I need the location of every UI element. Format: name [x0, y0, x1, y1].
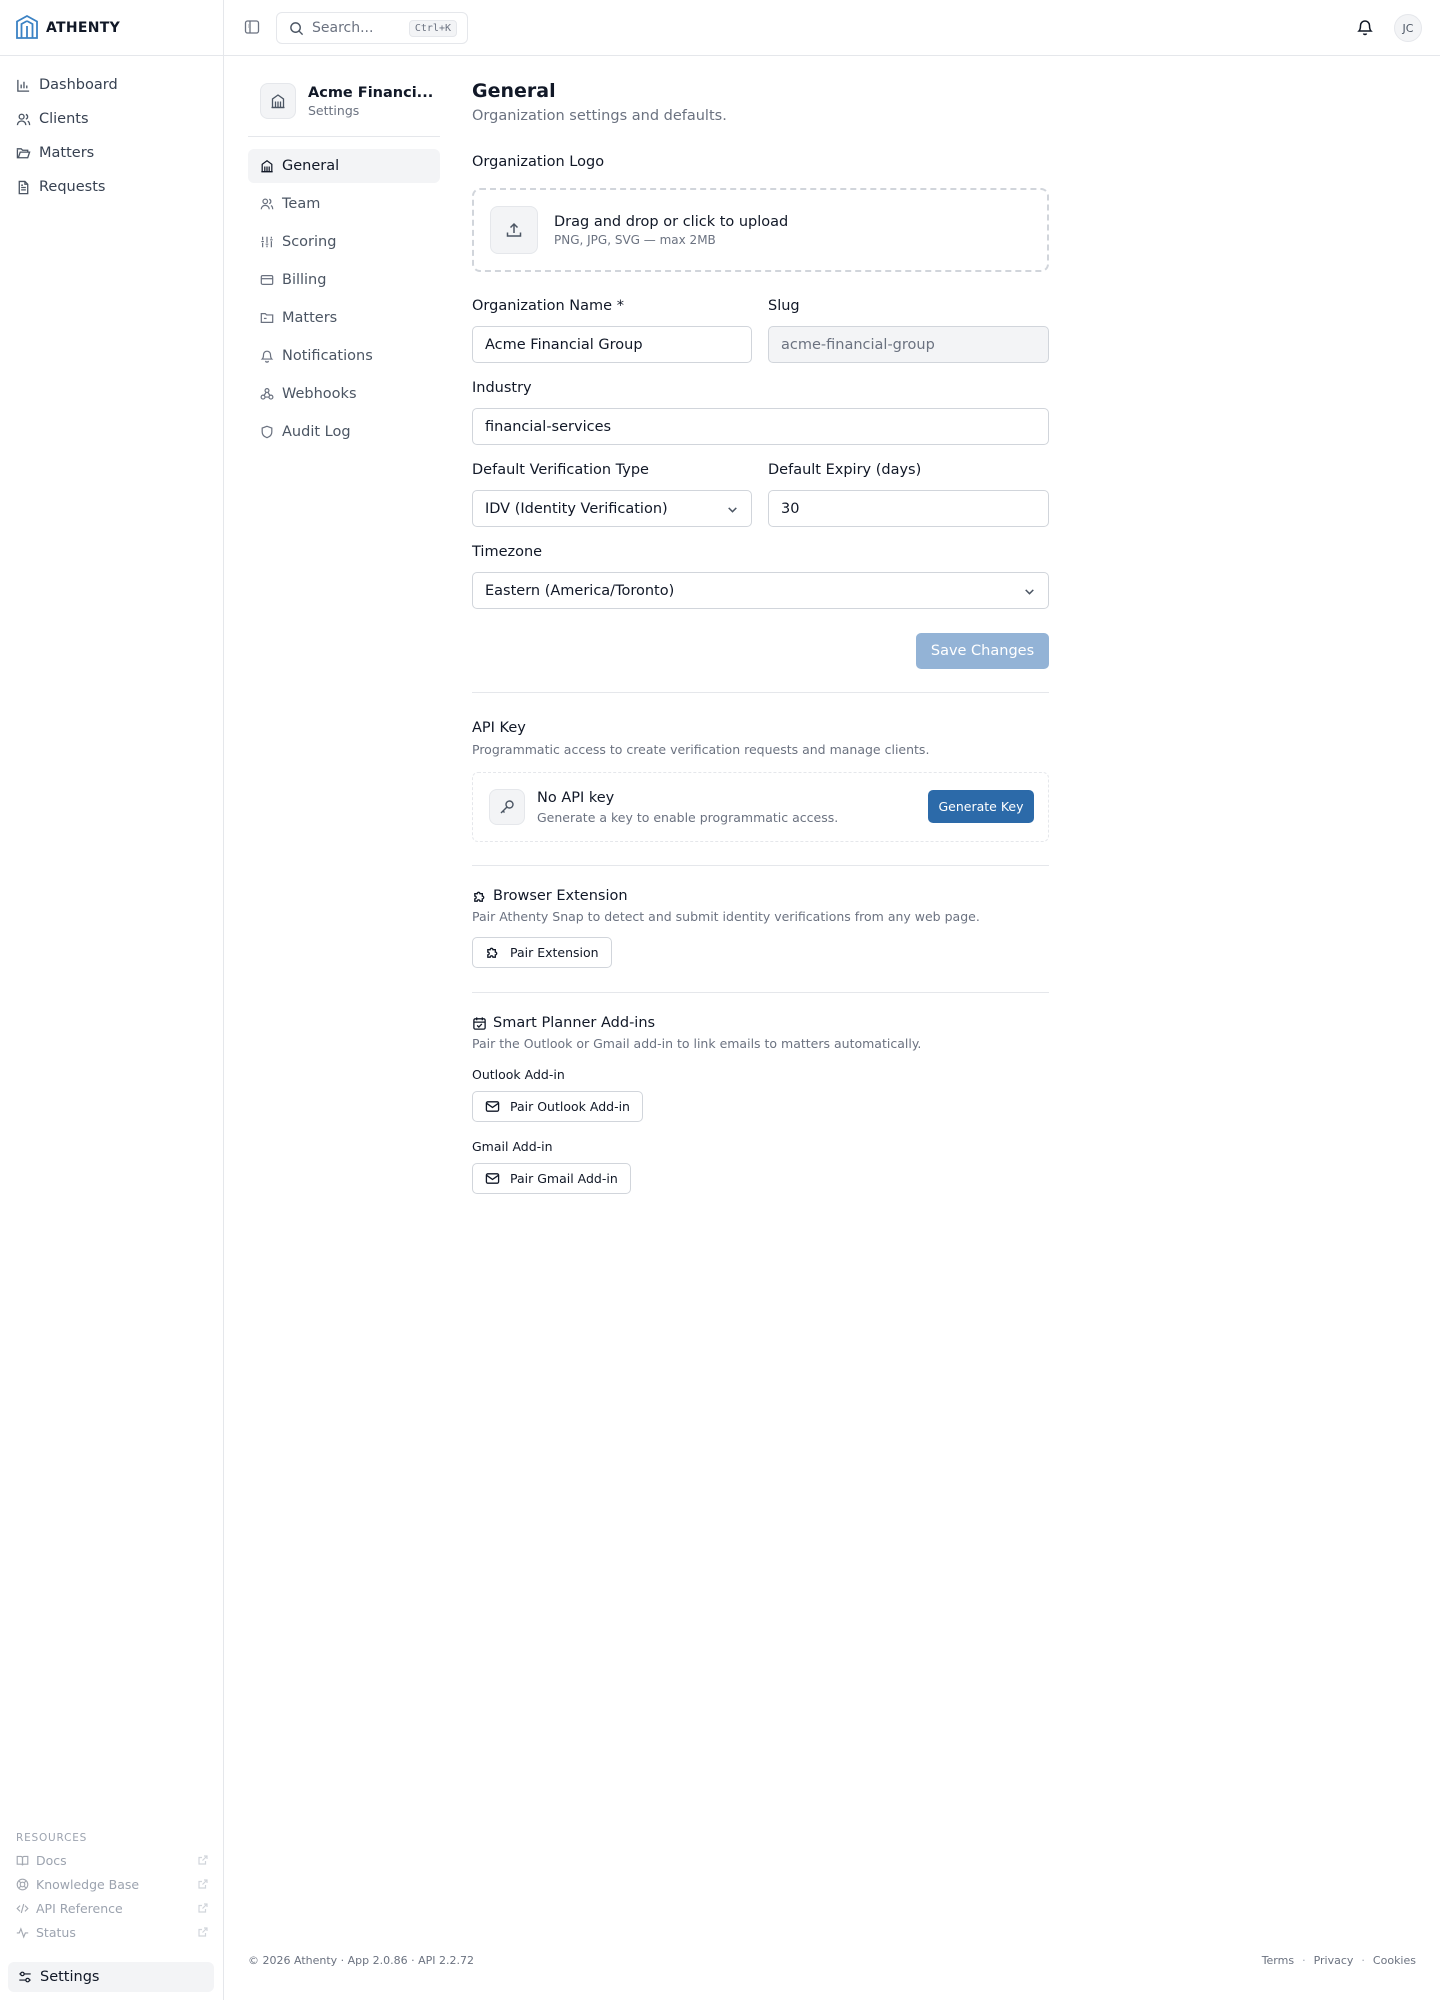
- subnav-label: Scoring: [282, 234, 337, 250]
- nav-item-label: Requests: [39, 179, 106, 195]
- org-subtitle: Settings: [308, 102, 360, 118]
- search-placeholder: Search...: [312, 20, 374, 36]
- nav-item-matters[interactable]: [0, 136, 223, 170]
- subnav-label: Billing: [282, 272, 327, 288]
- sidebar: [0, 0, 224, 2000]
- divider: [472, 865, 1049, 866]
- org-name-label: Organization Name *: [472, 298, 624, 314]
- api-key-description: Programmatic access to create verification requests and manage clients.: [472, 742, 930, 757]
- external-link-icon: [198, 1879, 208, 1889]
- smart-planner-description: Pair the Outlook or Gmail add-in to link emails to matters automatically.: [472, 1036, 922, 1051]
- smart-planner-title-text: Smart Planner Add-ins: [493, 1015, 656, 1031]
- subnav-audit-log[interactable]: [248, 415, 440, 449]
- api-key-empty-title: No API key: [537, 790, 615, 806]
- settings-general-panel: [472, 80, 1049, 1186]
- mail-icon: [485, 1171, 500, 1186]
- sidebar-toggle-icon[interactable]: [244, 19, 260, 35]
- mail-icon: [485, 1099, 500, 1114]
- footer-copyright: © 2026 Athenty · App 2.0.86 · API 2.2.72: [248, 1954, 475, 1967]
- search-icon: [289, 21, 304, 36]
- footer-link-cookies[interactable]: Cookies: [1372, 1954, 1416, 1967]
- org-header: [248, 76, 440, 126]
- resources-section: [0, 1828, 224, 1944]
- search-shortcut: Ctrl+K: [409, 20, 457, 37]
- logo-label: Organization Logo: [472, 154, 605, 170]
- divider: [472, 992, 1049, 993]
- timezone-select[interactable]: [472, 572, 1049, 609]
- lifebuoy-icon: [16, 1878, 29, 1891]
- chevron-down-icon: [1023, 585, 1036, 598]
- users-icon: [260, 197, 274, 211]
- subnav-billing[interactable]: [248, 263, 440, 297]
- resource-docs[interactable]: [0, 1848, 224, 1872]
- pair-gmail-button[interactable]: [472, 1163, 631, 1194]
- page-description: Organization settings and defaults.: [472, 108, 727, 124]
- user-avatar[interactable]: JC: [1394, 14, 1422, 42]
- calendar-check-icon: [472, 1016, 487, 1031]
- resource-label: Docs: [36, 1852, 67, 1868]
- shield-icon: [260, 425, 274, 439]
- browser-extension-title-text: Browser Extension: [493, 888, 628, 904]
- nav-item-label: Matters: [39, 145, 95, 161]
- upload-hint: PNG, JPG, SVG — max 2MB: [554, 232, 716, 247]
- timezone-value: Eastern (America/Toronto): [485, 582, 675, 599]
- api-key-card: [472, 772, 1049, 842]
- upload-title: Drag and drop or click to upload: [554, 213, 789, 230]
- code-icon: [16, 1902, 29, 1915]
- subnav-matters[interactable]: [248, 301, 440, 335]
- verification-type-label: Default Verification Type: [472, 462, 649, 478]
- resource-knowledge-base[interactable]: [0, 1872, 224, 1896]
- api-key-empty-subtitle: Generate a key to enable programmatic access.: [537, 810, 839, 825]
- bell-icon[interactable]: [1356, 18, 1374, 36]
- folder-icon: [260, 311, 274, 325]
- settings-sliders-icon: [18, 1970, 32, 1984]
- verification-type-select[interactable]: [472, 490, 752, 527]
- footer-link-privacy[interactable]: Privacy: [1313, 1954, 1354, 1967]
- activity-icon: [16, 1926, 29, 1939]
- pair-extension-label: Pair Extension: [510, 945, 599, 960]
- subnav-webhooks[interactable]: [248, 377, 440, 411]
- subnav-label: General: [282, 158, 340, 174]
- credit-card-icon: [260, 273, 274, 287]
- nav-item-clients[interactable]: [0, 102, 223, 136]
- key-icon: [489, 789, 525, 825]
- settings-label: Settings: [40, 1969, 100, 1985]
- external-link-icon: [198, 1855, 208, 1865]
- subnav-general[interactable]: [248, 149, 440, 183]
- api-key-title: [472, 720, 526, 736]
- subnav-notifications[interactable]: [248, 339, 440, 373]
- pair-outlook-label: Pair Outlook Add-in: [510, 1099, 630, 1114]
- settings-subnav: [248, 76, 440, 453]
- timezone-label: Timezone: [472, 544, 543, 560]
- footer-link-terms[interactable]: Terms: [1261, 1954, 1295, 1967]
- expiry-label: Default Expiry (days): [768, 462, 922, 478]
- expiry-input[interactable]: 30: [768, 490, 1049, 527]
- brand-name: ATHENTY: [46, 19, 121, 36]
- subnav-team[interactable]: [248, 187, 440, 221]
- footer-links: [1262, 1954, 1416, 1967]
- building-icon: [260, 83, 296, 119]
- athenty-logo-icon: [14, 14, 40, 42]
- resources-heading: RESOURCES: [16, 1832, 88, 1844]
- outlook-addin-label: Outlook Add-in: [472, 1067, 565, 1082]
- resource-label: API Reference: [36, 1900, 123, 1916]
- search-input[interactable]: [276, 12, 468, 44]
- main-nav: [0, 56, 223, 204]
- external-link-icon: [198, 1903, 208, 1913]
- nav-item-dashboard[interactable]: [0, 68, 223, 102]
- smart-planner-title: [472, 1015, 655, 1031]
- slug-input: acme-financial-group: [768, 326, 1049, 363]
- nav-item-requests[interactable]: [0, 170, 223, 204]
- bar-chart-icon: [16, 78, 31, 93]
- users-icon: [16, 112, 31, 127]
- puzzle-icon: [472, 889, 487, 904]
- divider: [472, 692, 1049, 693]
- browser-extension-description: Pair Athenty Snap to detect and submit identity verifications from any web page.: [472, 909, 980, 924]
- subnav-label: Notifications: [282, 348, 373, 364]
- resource-label: Knowledge Base: [36, 1876, 140, 1892]
- chevron-down-icon: [726, 503, 739, 516]
- brand[interactable]: [0, 0, 223, 56]
- page-title: General: [472, 80, 556, 102]
- resource-status[interactable]: [0, 1920, 224, 1944]
- nav-item-label: Clients: [39, 111, 89, 127]
- industry-label: Industry: [472, 380, 532, 396]
- puzzle-icon: [485, 945, 500, 960]
- generate-key-button[interactable]: Generate Key: [928, 790, 1034, 823]
- pair-extension-button[interactable]: [472, 937, 612, 968]
- subnav-label: Matters: [282, 310, 338, 326]
- api-key-title-text: API Key: [472, 720, 526, 736]
- file-text-icon: [16, 180, 31, 195]
- org-name: Acme Financi...: [308, 84, 434, 101]
- resource-label: Status: [36, 1924, 76, 1940]
- save-changes-button[interactable]: Save Changes: [916, 633, 1049, 669]
- building-icon: [260, 159, 274, 173]
- verification-type-value: IDV (Identity Verification): [485, 500, 668, 517]
- sidebar-item-settings[interactable]: [8, 1962, 214, 1992]
- book-open-icon: [16, 1854, 29, 1867]
- separator: ·: [1302, 1954, 1306, 1967]
- browser-extension-title: [472, 888, 628, 904]
- sliders-vertical-icon: [260, 235, 274, 249]
- subnav-scoring[interactable]: [248, 225, 440, 259]
- folder-open-icon: [16, 146, 31, 161]
- external-link-icon: [198, 1927, 208, 1937]
- pair-gmail-label: Pair Gmail Add-in: [510, 1171, 618, 1186]
- bell-icon: [260, 349, 274, 363]
- webhook-icon: [260, 387, 274, 401]
- slug-label: Slug: [768, 298, 800, 314]
- subnav-label: Team: [282, 196, 321, 212]
- logo-upload-dropzone[interactable]: [472, 188, 1049, 272]
- divider: [248, 136, 440, 137]
- topbar: [224, 0, 1440, 56]
- nav-item-label: Dashboard: [39, 77, 118, 93]
- gmail-addin-label: Gmail Add-in: [472, 1139, 553, 1154]
- subnav-label: Webhooks: [282, 386, 357, 402]
- resource-api-reference[interactable]: [0, 1896, 224, 1920]
- upload-icon: [490, 206, 538, 254]
- pair-outlook-button[interactable]: [472, 1091, 643, 1122]
- subnav-label: Audit Log: [282, 424, 351, 440]
- separator: ·: [1361, 1954, 1365, 1967]
- industry-input[interactable]: financial-services: [472, 408, 1049, 445]
- org-name-input[interactable]: Acme Financial Group: [472, 326, 752, 363]
